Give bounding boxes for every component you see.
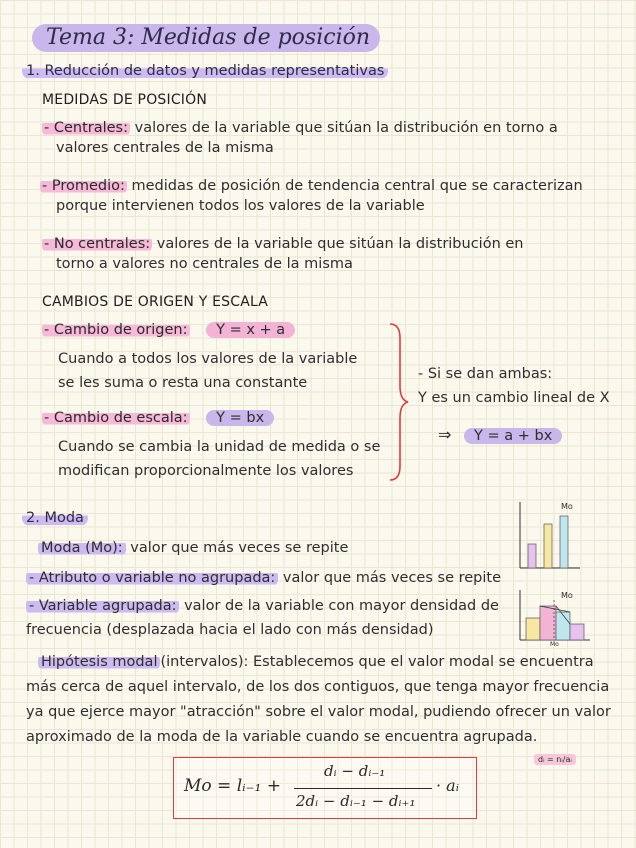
moda-formula-box	[173, 757, 477, 819]
hipotesis-text1: (intervalos): Establecemos que el valor modal se encuentra	[160, 654, 594, 670]
lineal-line	[438, 425, 562, 444]
escala-text1: Cuando se cambia la unidad de medida o se	[58, 439, 381, 455]
formula-lhs: Mo = lᵢ₋₁ +	[184, 776, 281, 796]
origen-formula: Y = x + a	[206, 322, 295, 338]
agrupada-line	[26, 598, 499, 614]
implies-arrow-icon: ⇒	[438, 425, 452, 444]
hipotesis-text3: ya que ejerce mayor "atracción" sobre el valor modal, pudiendo ofrecer un valor	[26, 704, 611, 720]
agrupada-text1: valor de la variable con mayor densidad de	[184, 598, 499, 614]
side-note: dᵢ = nᵢ/aᵢ	[534, 754, 576, 765]
origen-label: - Cambio de origen:	[44, 322, 188, 338]
mini-histogram-icon	[516, 588, 592, 644]
chart-label-mo2: Mo	[561, 591, 573, 600]
atributo-line	[26, 570, 501, 586]
hipotesis-line	[38, 654, 594, 670]
escala-formula: Y = bx	[206, 410, 274, 426]
fraction-bar	[294, 788, 432, 789]
caps-cambios: CAMBIOS DE ORIGEN Y ESCALA	[42, 294, 269, 310]
centrales-label: - Centrales:	[44, 120, 128, 136]
centrales-text1: valores de la variable que sitúan la distribución en torno a	[134, 120, 558, 136]
nocentrales-label: - No centrales:	[44, 236, 151, 252]
formula-numerator: dᵢ − dᵢ₋₁	[324, 762, 386, 780]
atributo-label: - Atributo o variable no agrupada:	[26, 570, 278, 586]
moda-def-label: Moda (Mo):	[38, 540, 126, 556]
chart-label-mo3: Mo	[550, 641, 559, 648]
ambas-text2: Y es un cambio lineal de X	[418, 390, 610, 406]
section2-heading: 2. Moda	[22, 510, 88, 526]
promedio-line	[40, 178, 583, 194]
centrales-line	[42, 120, 558, 136]
promedio-text1: medidas de posición de tendencia central que se caracterizan	[131, 178, 583, 194]
lineal-formula: Y = a + bx	[464, 428, 562, 444]
formula-tail: · aᵢ	[436, 776, 459, 795]
page-title: Tema 3: Medidas de posición	[32, 24, 380, 52]
chart-label-mo1: Mo	[561, 502, 573, 511]
atributo-text: valor que más veces se repite	[282, 570, 502, 586]
promedio-label: - Promedio:	[42, 178, 125, 194]
nocentrales-line	[42, 236, 523, 252]
nocentrales-text1: valores de la variable que sitúan la distribución en	[156, 236, 524, 252]
brace-icon	[386, 320, 410, 485]
moda-def-line	[38, 540, 348, 556]
centrales-text2: valores centrales de la misma	[56, 140, 274, 156]
section1-heading: 1. Reducción de datos y medidas representativas	[22, 63, 388, 79]
origen-text2: se les suma o resta una constante	[58, 375, 308, 391]
ambas-text1: - Si se dan ambas:	[418, 366, 553, 382]
escala-line	[42, 410, 274, 426]
promedio-text2: porque intervienen todos los valores de la variable	[56, 198, 425, 214]
origen-line	[42, 322, 295, 338]
caps-medidas-posicion: MEDIDAS DE POSICIÓN	[42, 92, 208, 108]
escala-label: - Cambio de escala:	[44, 410, 188, 426]
agrupada-label: - Variable agrupada:	[26, 598, 179, 614]
moda-def-text: valor que más veces se repite	[130, 540, 349, 556]
hipotesis-text4: aproximado de la moda de la variable cuando se encuentra agrupada.	[26, 729, 538, 745]
escala-text2: modifican proporcionalmente los valores	[58, 463, 354, 479]
nocentrales-text2: torno a valores no centrales de la misma	[56, 256, 353, 272]
hipotesis-label: Hipótesis modal	[38, 654, 160, 670]
hipotesis-text2: más cerca de aquel intervalo, de los dos contiguos, que tenga mayor frecuencia	[26, 679, 610, 695]
agrupada-text2: frecuencia (desplazada hacia el lado con más densidad)	[26, 622, 434, 638]
formula-denominator: 2dᵢ − dᵢ₋₁ − dᵢ₊₁	[296, 792, 416, 810]
origen-text1: Cuando a todos los valores de la variable	[58, 351, 358, 367]
